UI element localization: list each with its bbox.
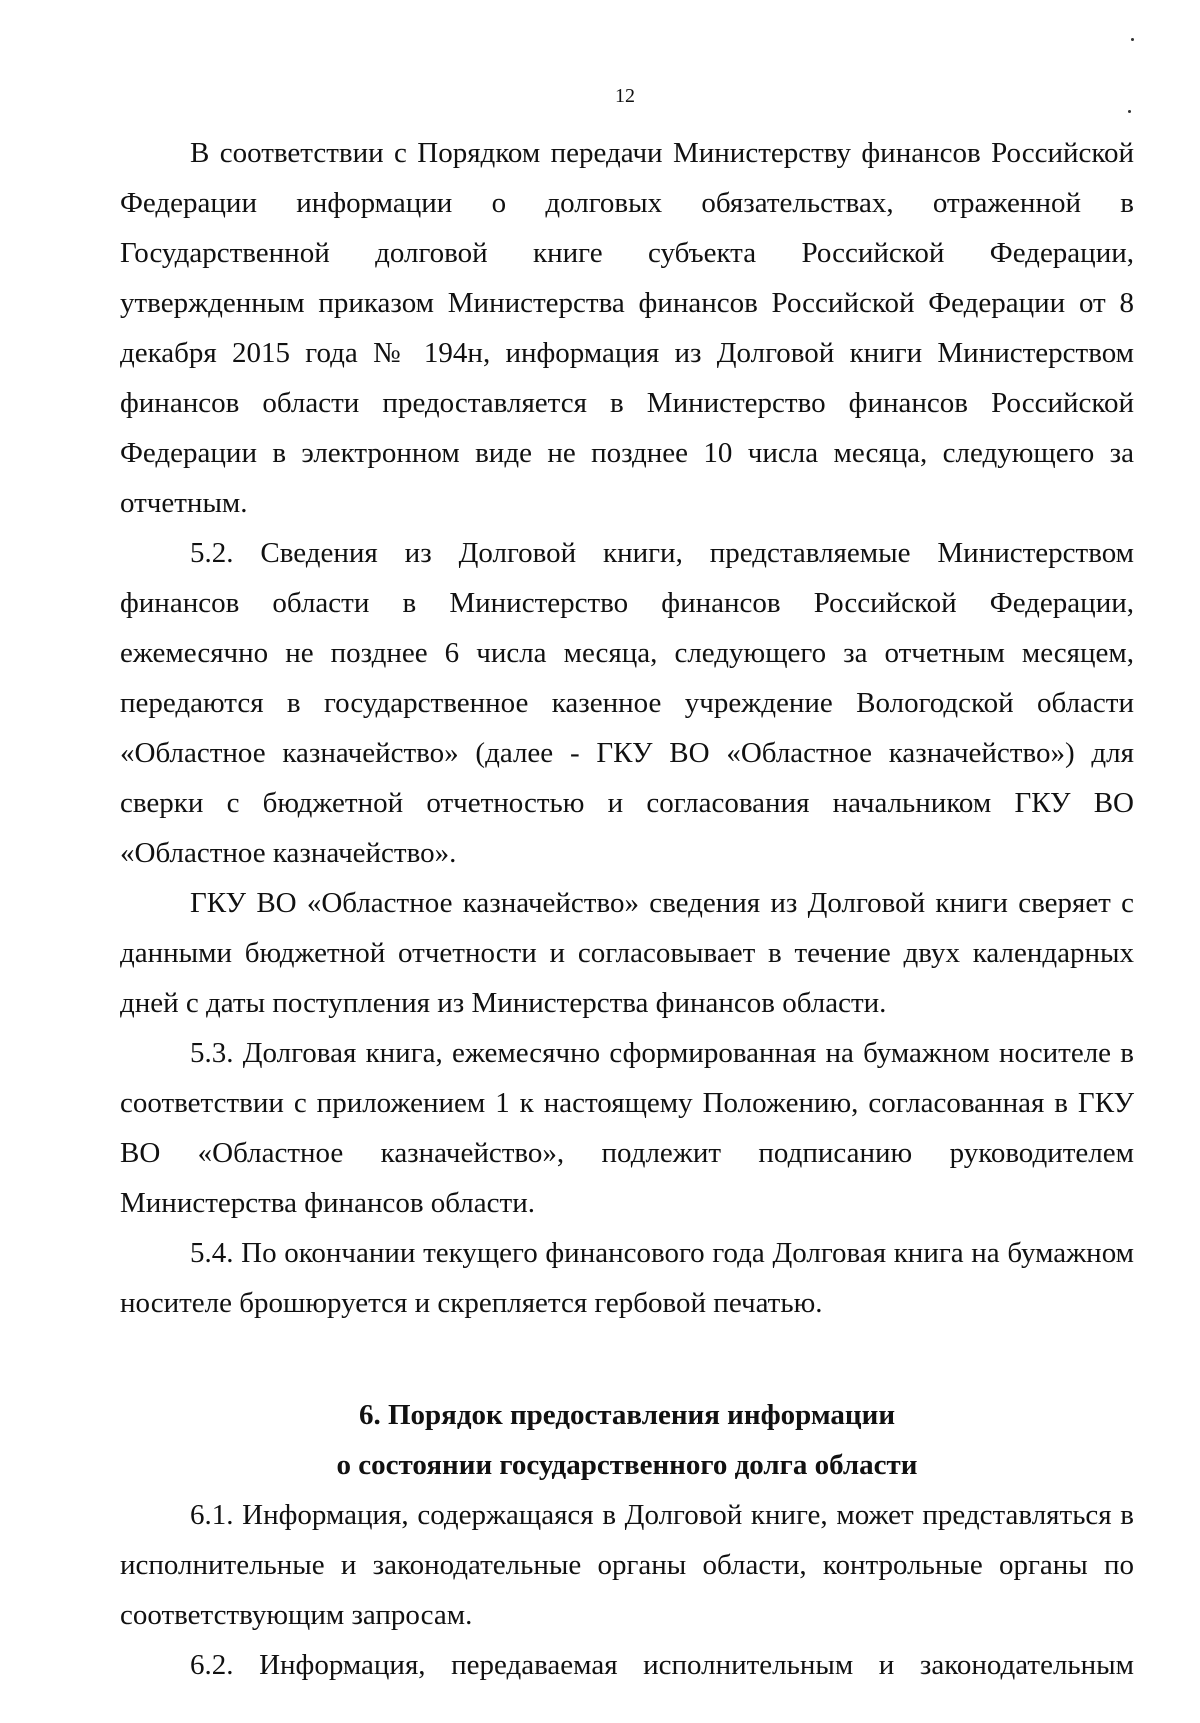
section-6-heading-line-2: о состоянии государственного долга области xyxy=(336,1449,918,1481)
paragraph-5-4: 5.4. По окончании текущего финансового года Долговая книга на бумажном носителе брошюруется и скрепляется гербовой печатью. xyxy=(120,1237,1134,1319)
scan-speck xyxy=(1128,110,1131,113)
paragraph-6-1: 6.1. Информация, содержащаяся в Долговой книге, может представляться в исполнительные и законодательные органы области, контрольные органы по соответствующим запросам. xyxy=(120,1499,1134,1631)
paragraph-5-1-continuation: В соответствии с Порядком передачи Министерству финансов Российской Федерации информации о долговых обязательствах, отраженной в Государственной долговой книге субъекта Российской Федерации, утвержденным приказом Министерства финансов Российской Федерации от 8 декабря 2015 года № 194н, информация из Долговой книги Министерством финансов области предоставляется в Министерство финансов Российской Федерации в электронном виде не позднее 10 числа месяца, следующего за отчетным. xyxy=(120,137,1134,519)
section-6-heading-line-1: 6. Порядок предоставления информации xyxy=(358,1399,896,1431)
paragraph-5-2-reconciliation: ГКУ ВО «Областное казначейство» сведения из Долговой книги сверяет с данными бюджетной отчетности и согласовывает в течение двух календарных дней с даты поступления из Министерства финансов области. xyxy=(120,887,1134,1019)
page-number: 12 xyxy=(615,85,635,107)
paragraph-5-3: 5.3. Долговая книга, ежемесячно сформированная на бумажном носителе в соответствии с приложением 1 к настоящему Положению, согласованная в ГКУ ВО «Областное казначейство», подлежит подписанию руководителем Министерства финансов области. xyxy=(120,1037,1134,1219)
paragraph-6-2: 6.2. Информация, передаваемая исполнительным и законодательным xyxy=(190,1649,1134,1681)
section-6-heading xyxy=(120,1390,1134,1490)
document-body xyxy=(120,128,1134,1690)
scan-speck xyxy=(1131,38,1134,41)
paragraph-5-2: 5.2. Сведения из Долговой книги, представляемые Министерством финансов области в Министерство финансов Российской Федерации, ежемесячно не позднее 6 числа месяца, следующего за отчетным месяцем, передаются в государственное казенное учреждение Вологодской области «Областное казначейство» (далее - ГКУ ВО «Областное казначейство») для сверки с бюджетной отчетностью и согласования начальником ГКУ ВО «Областное казначейство». xyxy=(120,537,1134,869)
